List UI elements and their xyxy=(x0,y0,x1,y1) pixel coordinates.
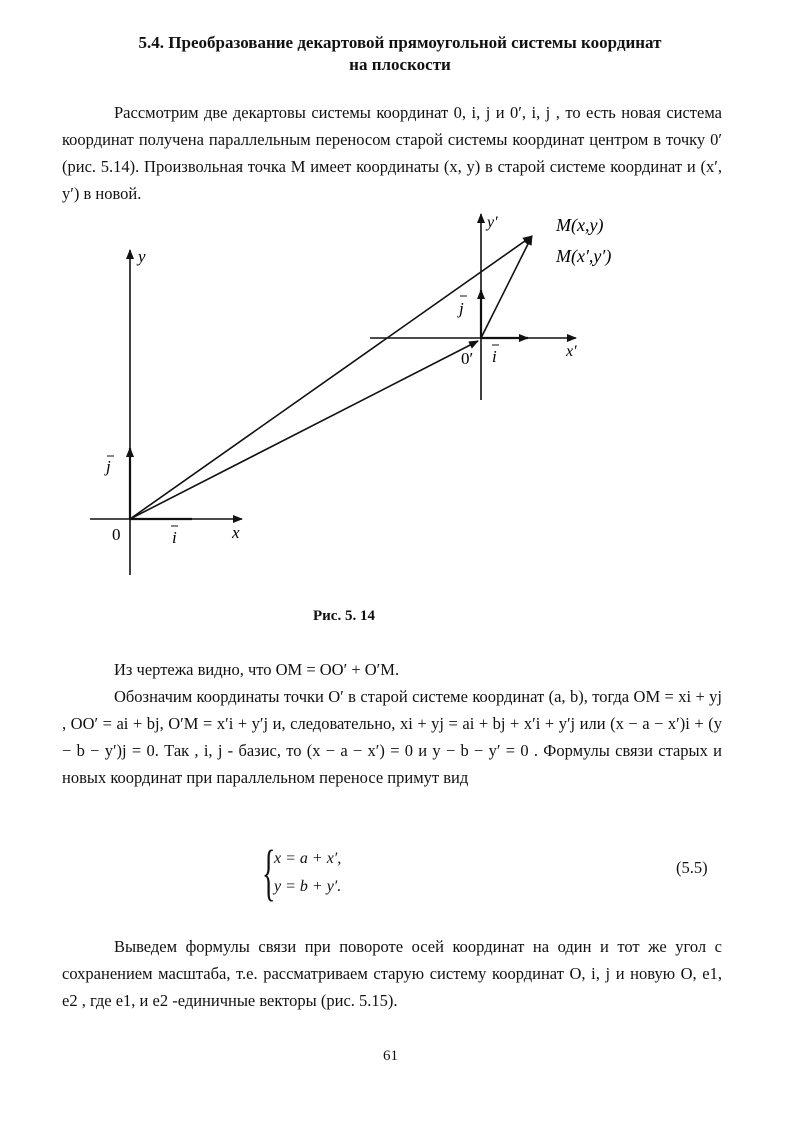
section-title-line2: на плоскости xyxy=(349,55,451,74)
figure-caption: Рис. 5. 14 xyxy=(313,608,375,624)
new-origin-label: 0′ xyxy=(461,349,474,368)
vector-OM xyxy=(130,236,532,519)
vector-OO-prime xyxy=(130,341,478,519)
old-unit-i-label: i xyxy=(172,528,177,547)
formula-y: y = b + y′. xyxy=(274,878,342,895)
old-origin-label: 0 xyxy=(112,525,121,544)
page-number: 61 xyxy=(383,1048,398,1064)
old-x-axis-label: x xyxy=(232,523,240,542)
paragraph-derivation: Обозначим координаты точки O′ в старой системе координат (a, b), тогда OM = xi + yj , OO′ = ai + bj, O′M = x′i + y′j и, следовательно, xi + yj = ai + bj + x′i + y′j или (x − a − x′)i + (y − b − y′)j = 0. Так , i, j - базис, то (x − a − x′) = 0 и y − b − y′ = 0 . Формулы связи старых и новых координат при параллельном переносе примут вид xyxy=(62,687,722,787)
paragraph-intro: Рассмотрим две декартовы системы координат 0, i, j и 0′, i, j , то есть новая система координат получена параллельным переносом старой системы координат центром в точку 0′ (рис. 5.14). Произвольная точка M имеет координаты (x, y) в старой системе координат и (x′, y′) в новой. xyxy=(62,103,722,203)
paragraph-rotation: Выведем формулы связи при повороте осей координат на один и тот же угол с сохранением масштаба, т.е. рассматриваем старую систему координат O, i, j и новую O, e1, e2 , где e1, и e2 -единичные векторы (рис. 5.15). xyxy=(62,937,722,1010)
new-y-axis-label: y′ xyxy=(487,214,498,231)
paragraph-observation: Из чертежа видно, что OM = OO′ + O′M. xyxy=(114,660,400,679)
formula-x: x = a + x′, xyxy=(274,850,342,867)
point-M-new-coords: M(x′,y′) xyxy=(556,246,612,266)
new-x-axis-label: x′ xyxy=(566,343,577,360)
old-unit-j-label: j xyxy=(106,457,111,476)
translation-formula-system: { x = a + x′, y = b + y′. xyxy=(262,839,342,907)
equation-number: (5.5) xyxy=(676,858,708,877)
vector-O-prime-M xyxy=(481,236,532,338)
old-y-axis-label: y xyxy=(138,247,146,266)
new-unit-j-label: j xyxy=(459,299,464,318)
coordinate-translation-figure xyxy=(0,200,794,580)
new-unit-i-label: i xyxy=(492,347,497,366)
point-M-old-coords: M(x,y) xyxy=(556,215,604,235)
section-title-line1: 5.4. Преобразование декартовой прямоугольной системы координат xyxy=(138,33,662,52)
